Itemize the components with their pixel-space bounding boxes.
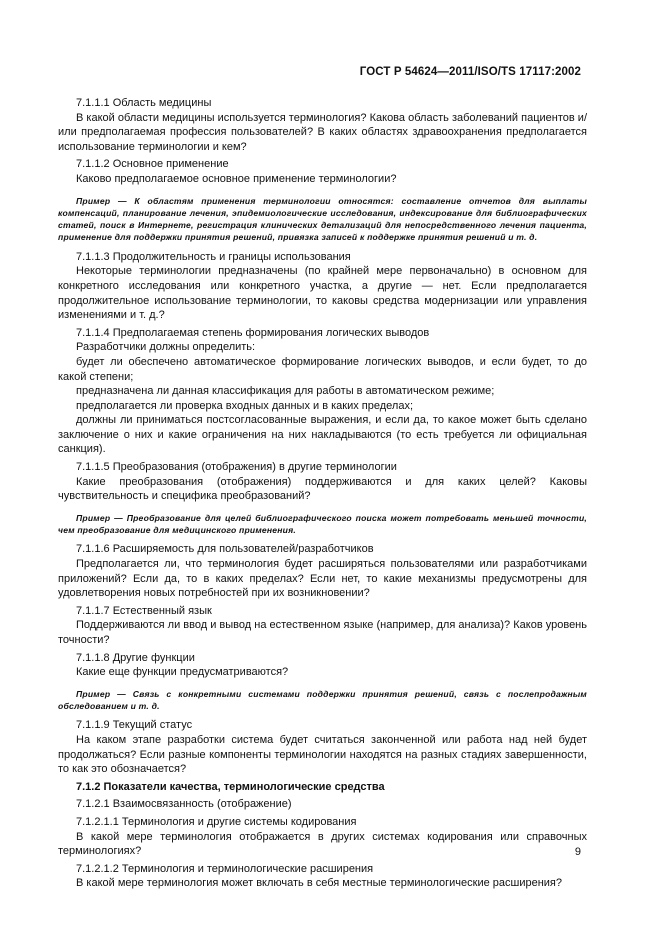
section-heading: 7.1.1.4 Предполагаемая степень формирования логических выводов bbox=[76, 326, 430, 339]
page-number: 9 bbox=[574, 846, 581, 858]
section-heading: 7.1.1.8 Другие функции bbox=[76, 651, 195, 664]
list-item: предполагается ли проверка входных данных и в каких пределах; bbox=[76, 399, 413, 412]
example-note: Пример — К областям применения терминологии относятся: составление отчетов для выплаты компенсаций, планирование лечения, эпидемиологические исследования, индексирование для библиографических статей, поиск в Интернете, регистрация клинических детализаций для непосредственного лечения пациента, применение для поддержки принятия решений, привязка записей к поддержке принятия решений и т. д. bbox=[58, 195, 587, 243]
list-item: будет ли обеспечено автоматическое формирование логических выводов, и если будет, то до какой степени; bbox=[58, 355, 587, 383]
document-header: ГОСТ Р 54624—2011/ISO/TS 17117:2002 bbox=[359, 66, 581, 78]
section-heading: 7.1.1.7 Естественный язык bbox=[76, 604, 212, 617]
subsection-heading: 7.1.2 Показатели качества, терминологические средства bbox=[76, 780, 385, 793]
paragraph: Разработчики должны определить: bbox=[76, 341, 256, 354]
list-item: предназначена ли данная классификация для работы в автоматическом режиме; bbox=[76, 385, 495, 398]
section-heading: 7.1.1.2 Основное применение bbox=[76, 158, 229, 171]
paragraph: Поддерживаются ли ввод и вывод на естественном языке (например, для анализа)? Каков уровень точности? bbox=[58, 619, 587, 646]
paragraph: Некоторые терминологии предназначены (по крайней мере первоначально) в основном для конкретного исследования или конкретного участка, а другие — нет. Если предполагается продолжительное использование терминологии, то каковы средства модернизации или управления изменениями и т. д.? bbox=[58, 265, 587, 322]
section-heading: 7.1.1.6 Расширяемость для пользователей/разработчиков bbox=[76, 543, 374, 556]
paragraph: Какие преобразования (отображения) поддерживаются и для каких целей? Каковы чувствительность и специфика преобразований? bbox=[58, 475, 587, 503]
paragraph: В какой области медицины используется терминология? Какова область заболеваний пациентов и/или предполагаемая профессия пользователей? В каких областях здравоохранения предполагается использование терминологии и кем? bbox=[58, 111, 587, 153]
section-heading: 7.1.1.9 Текущий статус bbox=[76, 719, 193, 732]
paragraph: На каком этапе разработки система будет считаться законченной или работа над ней будет продолжаться? Если разные компоненты терминологии находятся на разных стадиях завершенности, то как это обозначается? bbox=[58, 733, 587, 776]
document-body bbox=[58, 93, 587, 891]
paragraph: В какой мере терминология отображается в других системах кодирования или справочных терминологиях? bbox=[58, 830, 587, 858]
paragraph: Каково предполагаемое основное применение терминологии? bbox=[76, 172, 397, 185]
example-note: Пример — Преобразование для целей библиографического поиска может потребовать меньшей точности, чем преобразование для медицинского применения. bbox=[58, 512, 587, 536]
section-heading: 7.1.1.1 Область медицины bbox=[76, 97, 212, 109]
paragraph: В какой мере терминология может включать в себя местные терминологические расширения? bbox=[76, 877, 563, 890]
section-heading: 7.1.2.1.1 Терминология и другие системы кодирования bbox=[76, 815, 357, 828]
paragraph: Какие еще функции предусматриваются? bbox=[76, 666, 289, 679]
section-heading: 7.1.1.3 Продолжительность и границы использования bbox=[76, 250, 351, 263]
section-heading: 7.1.2.1.2 Терминология и терминологические расширения bbox=[76, 862, 374, 875]
list-item: должны ли приниматься постсогласованные выражения, и если да, то какое может быть сделано заключение о них и какие ограничения на них накладываются (то есть требуется ли официальная санкция). bbox=[58, 414, 587, 456]
section-heading: 7.1.1.5 Преобразования (отображения) в другие терминологии bbox=[76, 461, 397, 474]
example-note: Пример — Связь с конкретными системами поддержки принятия решений, связь с послепродажным обследованием и т. д. bbox=[58, 688, 587, 712]
paragraph: Предполагается ли, что терминология будет расширяться пользователями или разработчиками приложений? Если да, то в каких пределах? Если нет, то какие механизмы предусмотрены для удовлетворения новых потребностей при их возникновении? bbox=[58, 558, 587, 600]
section-heading: 7.1.2.1 Взаимосвязанность (отображение) bbox=[76, 798, 292, 811]
